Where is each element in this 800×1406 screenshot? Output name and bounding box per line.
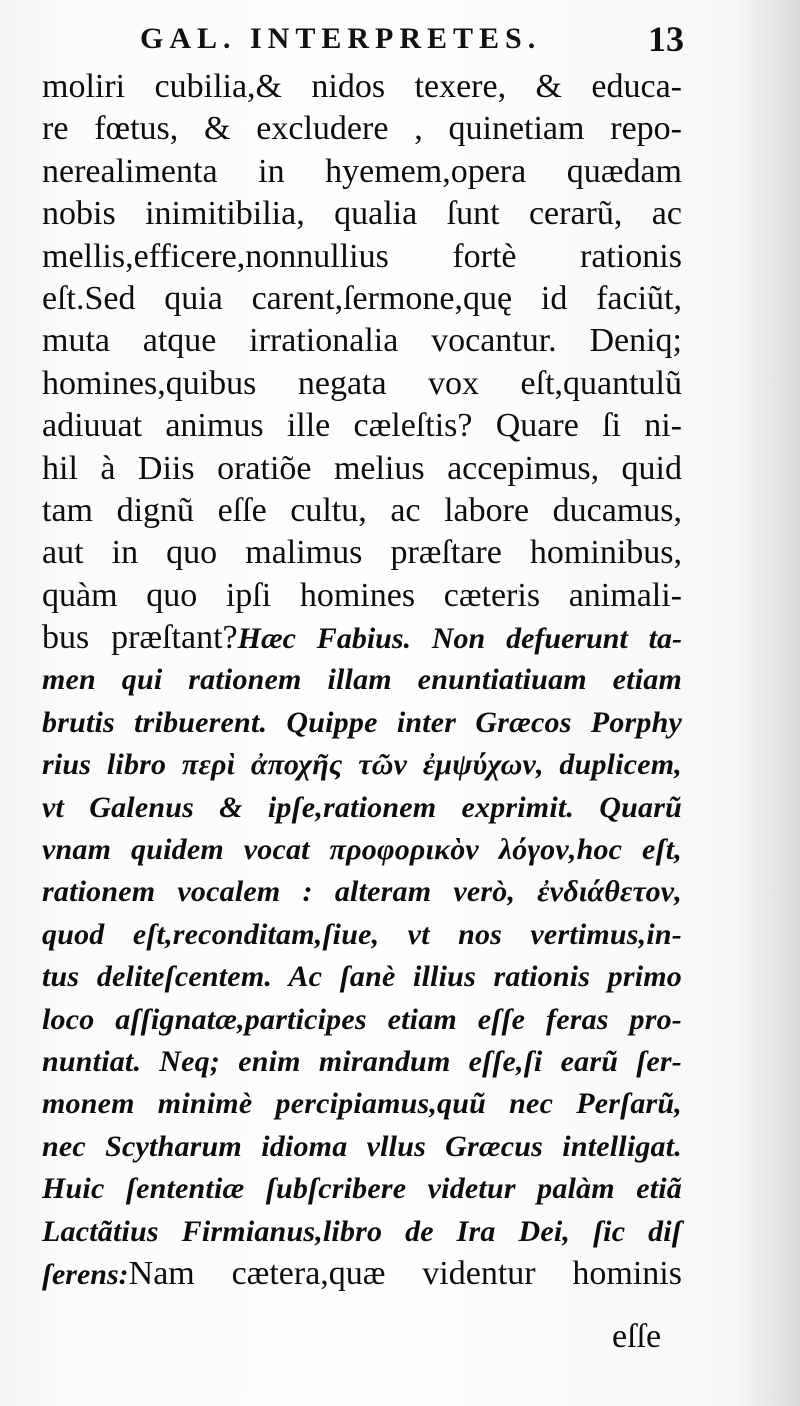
text-line: eſt.Sed quia carent,ſermone,quę id faciũt, xyxy=(42,279,682,317)
text-line: nobis inimitibilia, qualia ſunt cerarũ, ac xyxy=(42,195,682,233)
text-line: aut in quo malimus præſtare hominibus, xyxy=(42,534,682,572)
catchword: eſſe xyxy=(612,1318,662,1355)
italic-line: nuntiat. Neq; enim mirandum eſſe,ſi earũ ſer- xyxy=(42,1044,682,1078)
italic-line: vnam quidem vocat προφορικὸν λόγον,hoc eſt, xyxy=(42,833,682,867)
text-line: quàm quo ipſi homines cæteris animali- xyxy=(42,576,682,614)
text-line: homines,quibus negata vox eſt,quantulũ xyxy=(42,364,682,402)
text-line: mellis,efficere,nonnullius fortè rationis xyxy=(42,237,682,275)
italic-line: nec Scytharum idioma vllus Græcus intelligat. xyxy=(42,1129,682,1163)
italic-line: Huic ſententiæ ſubſcribere videtur palàm etiã xyxy=(42,1172,682,1206)
italic-line: loco aſſignatæ,participes etiam eſſe feras pro- xyxy=(42,1002,682,1036)
text-line: re fœtus, & excludere , quinetiam repo- xyxy=(42,110,682,148)
italic-line: vt Galenus & ipſe,rationem exprimit. Quarũ xyxy=(42,790,682,824)
italic-line: quod eſt,reconditam,ſiue, vt nos vertimus,in- xyxy=(42,917,682,951)
text-line: moliri cubilia,& nidos texere, & educa- xyxy=(42,68,682,105)
italic-line: monem minimè percipiamus,quũ nec Perſarũ, xyxy=(42,1087,682,1121)
text-line: tam dignũ eſſe cultu, ac labore ducamus, xyxy=(42,491,682,529)
text-line-mixed xyxy=(42,617,682,659)
running-title: GAL. INTERPRETES. xyxy=(140,22,542,55)
text-line-mixed xyxy=(42,1253,682,1295)
text-line: hil à Diis oratiõe melius accepimus, quid xyxy=(42,449,682,487)
text-line: nerealimenta in hyemem,opera quædam xyxy=(42,152,682,190)
page-number: 13 xyxy=(648,19,684,59)
page-edge-shadow xyxy=(730,0,800,1406)
italic-text: ſerens: xyxy=(42,1257,129,1291)
italic-line: brutis tribuerent. Quippe inter Græcos Porphy xyxy=(42,705,682,739)
italic-line: tus deliteſcentem. Ac ſanè illius rationis primo xyxy=(42,960,682,994)
roman-text: Nam cætera,quæ videntur hominis xyxy=(128,1254,682,1292)
italic-line: Lactãtius Firmianus,libro de Ira Dei, ſic diſ xyxy=(42,1214,682,1248)
text-line: muta atque irrationalia vocantur. Deniq; xyxy=(42,322,682,360)
italic-line: rationem vocalem : alteram verò, ἐνδιάθετον, xyxy=(42,875,682,909)
roman-text: bus præſtant? xyxy=(42,619,238,657)
italic-line: men qui rationem illam enuntiatiuam etiam xyxy=(42,663,682,697)
italic-line: rius libro περὶ ἀποχῆς τῶν ἐμψύχων, duplicem, xyxy=(42,748,682,782)
body-text xyxy=(42,66,682,1295)
text-line: adiuuat animus ille cæleſtis? Quare ſi ni- xyxy=(42,407,682,445)
italic-text: Hæc Fabius. Non defuerunt ta- xyxy=(237,622,682,656)
